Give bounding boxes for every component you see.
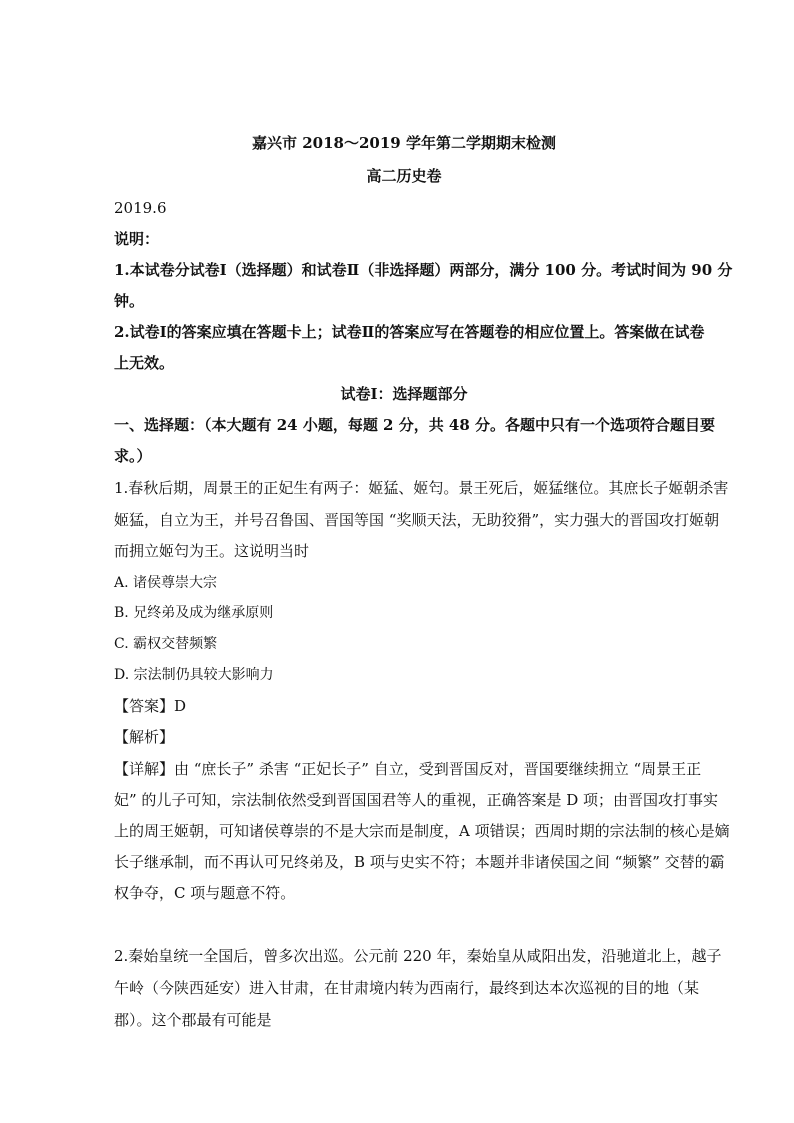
exam-title: 嘉兴市 2018～2019 学年第二学期期末检测 xyxy=(252,134,556,152)
q1-analysis-label: 【解析】 xyxy=(114,728,175,746)
instruction-1-line-1: 1.本试卷分试卷Ⅰ（选择题）和试卷Ⅱ（非选择题）两部分，满分 100 分。考试时间为 90 分 xyxy=(114,261,733,279)
q1-detail-line-4: 长子继承制，而不再认可兄终弟及，B 项与史实不符；本题并非诸侯国之间 “频繁” 交替的霸 xyxy=(114,853,725,871)
q1-option-a: A. 诸侯尊崇大宗 xyxy=(114,575,218,591)
exam-subtitle: 高二历史卷 xyxy=(366,167,442,185)
q1-detail-line-3: 上的周王姬朝，可知诸侯尊崇的不是大宗而是制度，A 项错误；西周时期的宗法制的核心是嫡 xyxy=(114,822,730,840)
q1-detail-line-5: 权争夺，C 项与题意不符。 xyxy=(114,884,296,902)
part-heading-line-2: 求。） xyxy=(114,447,152,465)
instruction-1-line-2: 钟。 xyxy=(114,292,145,310)
instruction-2-line-1: 2.试卷Ⅰ的答案应填在答题卡上；试卷Ⅱ的答案应写在答题卷的相应位置上。答案做在试卷 xyxy=(114,323,705,341)
instructions-heading: 说明： xyxy=(114,230,160,248)
exam-date: 2019.6 xyxy=(114,199,167,217)
q1-stem-line-3: 而拥立姬匄为王。这说明当时 xyxy=(114,542,310,560)
q2-stem-line-1: 2.秦始皇统一全国后，曾多次出巡。公元前 220 年，秦始皇从咸阳出发，沿驰道北上，越子 xyxy=(114,947,722,965)
q1-answer: 【答案】D xyxy=(114,697,187,715)
instruction-2-line-2: 上无效。 xyxy=(114,354,175,372)
q1-stem-line-2: 姬猛，自立为王，并号召鲁国、晋国等国 “奖顺天法，无助狡猾”，实力强大的晋国攻打姬朝 xyxy=(114,511,720,529)
q1-option-c: C. 霸权交替频繁 xyxy=(114,636,218,652)
q1-detail-line-2: 妃” 的儿子可知，宗法制依然受到晋国国君等人的重视，正确答案是 D 项；由晋国攻打事实 xyxy=(114,791,719,809)
part-heading-line-1: 一、选择题：（本大题有 24 小题，每题 2 分，共 48 分。各题中只有一个选项符合题目要 xyxy=(114,416,716,434)
section-title: 试卷Ⅰ：选择题部分 xyxy=(340,385,468,403)
q2-stem-line-3: 郡）。这个郡最有可能是 xyxy=(114,1011,272,1029)
q1-stem-line-1: 1.春秋后期，周景王的正妃生有两子：姬猛、姬匄。景王死后，姬猛继位。其庶长子姬朝杀害 xyxy=(114,479,729,497)
q1-option-d: D. 宗法制仍具较大影响力 xyxy=(114,667,274,683)
q1-option-b: B. 兄终弟及成为继承原则 xyxy=(114,605,274,621)
q2-stem-line-2: 午岭（今陕西延安）进入甘肃，在甘肃境内转为西南行，最终到达本次巡视的目的地（某 xyxy=(114,979,700,997)
q1-detail-line-1: 【详解】由 “庶长子” 杀害 “正妃长子” 自立，受到晋国反对，晋国要继续拥立 “周景王正 xyxy=(114,760,702,778)
